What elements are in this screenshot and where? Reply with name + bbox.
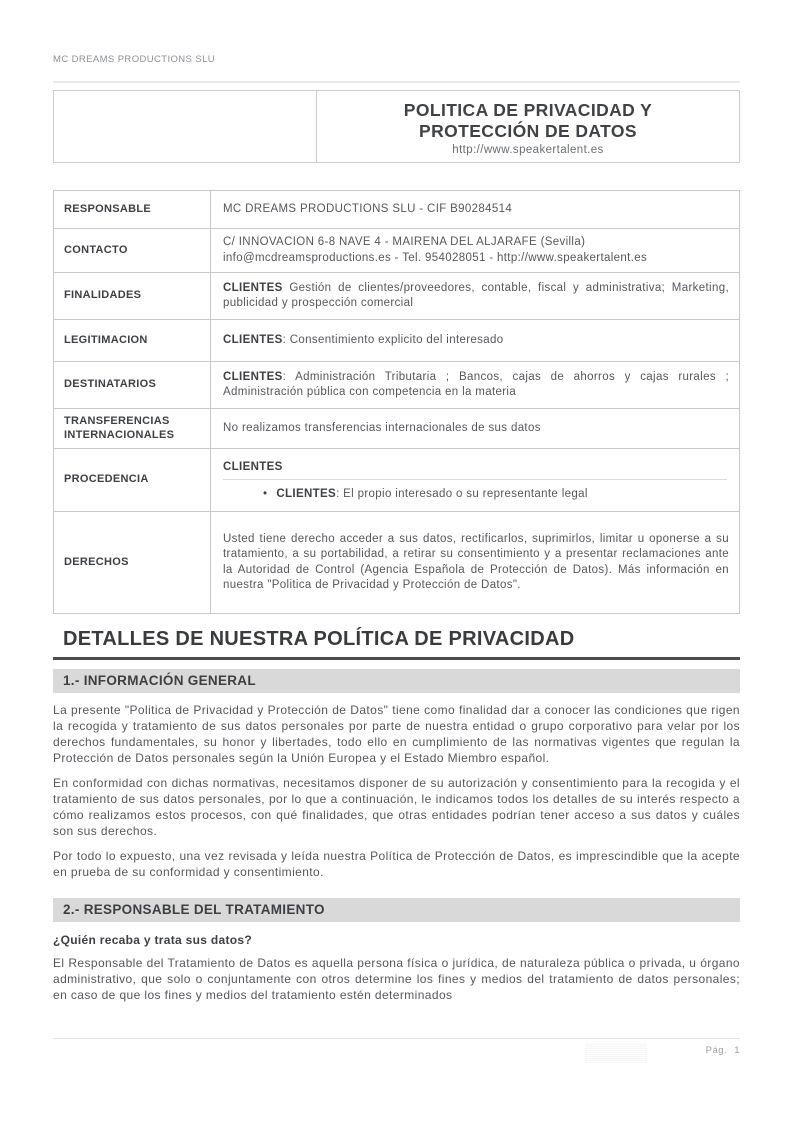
row-label: DESTINATARIOS xyxy=(54,362,211,409)
row-value: MC DREAMS PRODUCTIONS SLU - CIF B90284514 xyxy=(211,191,740,229)
group-name: CLIENTES xyxy=(223,370,283,383)
table-row-finalidades xyxy=(54,273,740,320)
page-number-value: 1 xyxy=(734,1045,740,1056)
details-section xyxy=(53,628,740,1003)
row-label: RESPONSABLE xyxy=(54,191,211,229)
page-label: Pág. xyxy=(705,1045,728,1056)
group-header: CLIENTES xyxy=(223,460,727,481)
contact-address: C/ INNOVACION 6-8 NAVE 4 - MAIRENA DEL ALJARAFE (Sevilla) xyxy=(223,236,586,248)
row-value xyxy=(211,362,740,409)
row-label: FINALIDADES xyxy=(54,273,211,320)
document-url: http://www.speakertalent.es xyxy=(452,143,604,156)
table-row-responsable xyxy=(54,191,740,229)
watermark-placeholder xyxy=(585,1043,647,1063)
privacy-info-table xyxy=(53,190,740,614)
document-title-line2: PROTECCIÓN DE DATOS xyxy=(419,120,637,141)
section-header-responsable-tratamiento: 2.- RESPONSABLE DEL TRATAMIENTO xyxy=(53,898,740,922)
footer-rule xyxy=(53,1038,740,1039)
row-value: Usted tiene derecho acceder a sus datos, rectificarlos, suprimirlos, limitar u oponerse a su tratamiento, a su portabilidad, a retirar su consentimiento y a presentar reclamaciones ante la Autoridad de Control (Agencia Española de Protección de Datos). Más información en nuestra "Politica de Privacidad y Protección de Datos". xyxy=(211,512,740,614)
row-label: TRANSFERENCIAS INTERNACIONALES xyxy=(54,409,211,449)
row-value xyxy=(211,449,740,512)
group-name: CLIENTES xyxy=(276,488,337,500)
row-text: : Consentimiento explicito del interesado xyxy=(282,333,504,346)
section-header-informacion-general: 1.- INFORMACIÓN GENERAL xyxy=(53,669,740,693)
document-title-line1: POLITICA DE PRIVACIDAD Y xyxy=(403,99,653,120)
bullet-icon: • xyxy=(263,488,268,500)
row-value: No realizamos transferencias internacionales de sus datos xyxy=(211,409,740,449)
row-text: : Administración Tributaria ; Bancos, cajas de ahorros y cajas rurales ; Administración pública con competencia en la materia xyxy=(223,370,729,398)
row-text: Gestión de clientes/proveedores, contable, fiscal y administrativa; Marketing, publicidad y prospección comercial xyxy=(223,281,729,309)
company-header: MC DREAMS PRODUCTIONS SLU xyxy=(53,54,216,65)
row-label: DERECHOS xyxy=(54,512,211,614)
logo-placeholder-cell xyxy=(54,91,317,162)
group-name: CLIENTES xyxy=(223,333,283,346)
title-box xyxy=(53,90,740,163)
paragraph: La presente "Politica de Privacidad y Protección de Datos" tiene como finalidad dar a conocer las condiciones que rigen la recogida y tratamiento de sus datos personales por parte de nuestra entidad o grupo corporativo para velar por los derechos fundamentales, su honor y libertades, todo ello en cumplimiento de las normativas vigentes que regulan la Protección de Datos personales según la Unión Europea y el Estado Miembro español. xyxy=(53,703,740,765)
row-value xyxy=(211,229,740,273)
list-item xyxy=(223,487,729,503)
table-row-procedencia xyxy=(54,449,740,512)
contact-details: info@mcdreamsproductions.es - Tel. 954028051 - http://www.speakertalent.es xyxy=(223,251,648,264)
row-label: PROCEDENCIA xyxy=(54,449,211,512)
row-label: LEGITIMACION xyxy=(54,320,211,362)
title-cell xyxy=(317,91,739,162)
header-rule xyxy=(53,81,740,83)
paragraph: Por todo lo expuesto, una vez revisada y leída nuestra Política de Protección de Datos, es imprescindible que la acepte en prueba de su conformidad y consentimiento. xyxy=(53,849,740,879)
paragraph: En conformidad con dichas normativas, necesitamos disponer de su autorización y consentimiento para la recogida y el tratamiento de sus datos personales, por lo que a continuación, le indicamos todos los detalles de su interés respecto a cómo realizamos estos procesos, con qué finalidades, que otras entidades podrían tener acceso a sus datos y cuáles son sus derechos. xyxy=(53,776,740,838)
table-row-derechos xyxy=(54,512,740,614)
table-row-contacto xyxy=(54,229,740,273)
group-name: CLIENTES xyxy=(223,281,283,294)
page-title: DETALLES DE NUESTRA POLÍTICA DE PRIVACIDAD xyxy=(63,628,575,650)
table-row-destinatarios xyxy=(54,362,740,409)
row-label: CONTACTO xyxy=(54,229,211,273)
table-row-legitimacion xyxy=(54,320,740,362)
row-value xyxy=(211,273,740,320)
row-value xyxy=(211,320,740,362)
paragraph: El Responsable del Tratamiento de Datos es aquella persona física o jurídica, de naturaleza pública o privada, u órgano administrativo, que solo o conjuntamente con otros determine los fines y medios del tratamiento de datos personales; en caso de que los fines y medios del tratamiento estén determinados xyxy=(53,956,740,1002)
page-number xyxy=(706,1045,740,1056)
heading-underline xyxy=(53,657,740,660)
subsection-question: ¿Quién recaba y trata sus datos? xyxy=(53,933,252,947)
table-row-transferencias xyxy=(54,409,740,449)
row-text: : El propio interesado o su representante legal xyxy=(336,488,588,500)
